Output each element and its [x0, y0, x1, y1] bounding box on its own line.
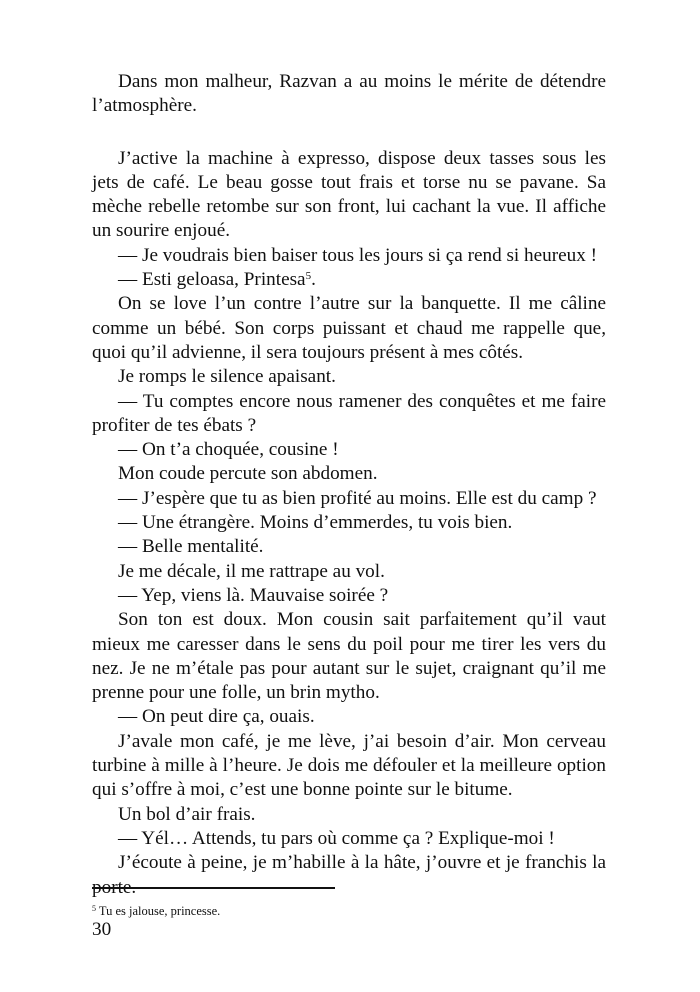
paragraph: Je me décale, il me rattrape au vol.: [118, 560, 385, 582]
paragraph: J’écoute à peine, je m’habille à la hâte, j’ouvre et je franchis la porte.: [92, 852, 606, 898]
dialogue-line: — J’espère que tu as bien profité au moins. Elle est du camp ?: [118, 487, 597, 509]
dialogue-line: — On t’a choquée, cousine !: [118, 439, 339, 461]
dialogue-line: — Tu comptes encore nous ramener des conquêtes et me faire profiter de tes ébats ?: [92, 390, 606, 436]
footnote-divider: [92, 887, 335, 889]
paragraph: On se love l’un contre l’autre sur la banquette. Il me câline comme un bébé. Son corps puissant et chaud me rappelle que, quoi qu’il advienne, il sera toujours présent à mes côtés.: [92, 293, 606, 363]
page-number: 30: [92, 919, 112, 940]
paragraph-gap: [92, 119, 606, 147]
dialogue-line: [92, 268, 606, 292]
paragraph: J’avale mon café, je me lève, j’ai besoin d’air. Mon cerveau turbine à mille à l’heure. Je dois me défouler et la meilleure option qui s’offre à moi, c’est une bonne pointe sur le bitume.: [92, 730, 606, 801]
footnote-text: Tu es jalouse, princesse.: [96, 904, 221, 918]
paragraph: Je romps le silence apaisant.: [118, 366, 336, 388]
dialogue-line: — Une étrangère. Moins d’emmerdes, tu vois bien.: [118, 512, 513, 534]
footnote-reference: 5: [305, 270, 312, 283]
paragraph: Son ton est doux. Mon cousin sait parfaitement qu’il vaut mieux me caresser dans le sens du poil pour me tirer les vers du nez. Je ne m’étale pas pour autant sur le sujet, craignant qu’il me prenne pour une folle, un brin mytho.: [92, 609, 606, 704]
paragraph: J’active la machine à expresso, dispose deux tasses sous les jets de café. Le beau gosse tout frais et torse nu se pavane. Sa mèche rebelle retombe sur son front, lui cachant la vue. Il affiche un sourire enjoué.: [92, 147, 606, 242]
paragraph: Un bol d’air frais.: [118, 803, 256, 825]
dialogue-line: — Je voudrais bien baiser tous les jours si ça rend si heureux !: [118, 244, 598, 266]
dialogue-end: .: [311, 269, 316, 291]
dialogue-line: — Belle mentalité.: [118, 536, 264, 558]
dialogue-line: — Yep, viens là. Mauvaise soirée ?: [118, 584, 389, 606]
footnote: [92, 904, 220, 919]
footnote-number: 5: [92, 904, 96, 913]
paragraph: Dans mon malheur, Razvan a au moins le mérite de détendre l’atmosphère.: [92, 71, 606, 117]
dialogue-line: — Yél… Attends, tu pars où comme ça ? Explique-moi !: [118, 827, 555, 849]
dialogue-line: — On peut dire ça, ouais.: [118, 706, 315, 728]
dialogue-text: — Esti geloasa, Printesa: [118, 269, 306, 291]
paragraph: Mon coude percute son abdomen.: [118, 463, 378, 485]
page-body: [92, 70, 606, 900]
